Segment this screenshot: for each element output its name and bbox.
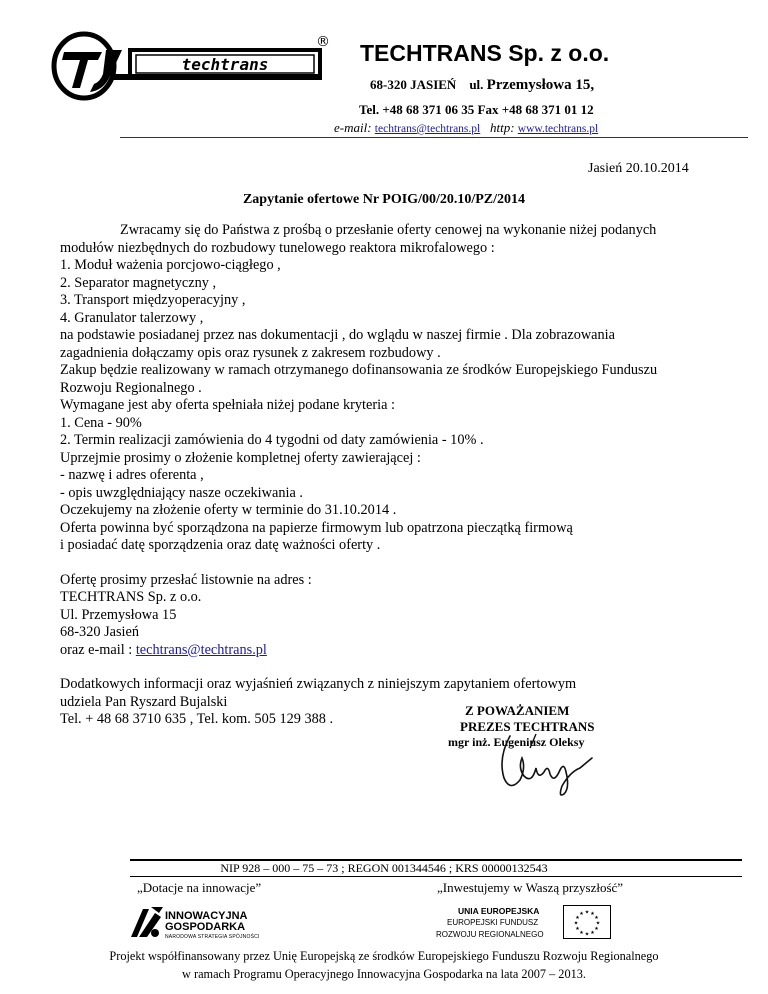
slogan-left: „Dotacje na innowacje”	[137, 880, 262, 895]
eu-star-icon: ★	[590, 910, 595, 917]
eu-logo-line-2: EUROPEJSKI FUNDUSZ	[447, 918, 539, 927]
eu-star-icon: ★	[595, 920, 601, 927]
info-line-1: Dodatkowych informacji oraz wyjaśnień związanych z niniejszym zapytaniem ofertowym	[60, 676, 577, 692]
eu-logo-line-1: UNIA EUROPEJSKA	[458, 906, 540, 916]
info-line-3: Tel. + 48 68 3710 635 , Tel. kom. 505 129 388 .	[60, 711, 334, 727]
list-item: 3. Transport międzyoperacyjny ,	[60, 292, 246, 308]
street-prefix: ul.	[469, 77, 484, 92]
ig-logo-line-2: GOSPODARKA	[165, 921, 246, 933]
website-link[interactable]: www.techtrans.pl	[517, 123, 599, 135]
address-line-3: 68-320 Jasień	[60, 624, 140, 640]
eu-star-icon: ★	[573, 920, 579, 927]
signature-closing: Z POWAŻANIEM	[465, 703, 570, 718]
funding-line-1: Zakup będzie realizowany w ramach otrzymanego dofinansowania ze środków Europejskiego Funduszu	[60, 362, 658, 378]
techtrans-logo	[50, 26, 340, 106]
innovative-economy-logo-icon	[125, 903, 165, 943]
request-item: - opis uwzględniający nasze oczekiwania .	[60, 484, 303, 501]
address-line-2: Ul. Przemysłowa 15	[60, 606, 177, 623]
ig-logo-line-3: NARODOWA STRATEGIA SPÓJNOŚCI	[165, 934, 260, 940]
header-email-link[interactable]: techtrans@techtrans.pl	[374, 123, 481, 135]
eu-star-icon: ★	[594, 915, 599, 921]
letter-date: Jasień 20.10.2014	[588, 161, 689, 176]
eu-star-icon: ★	[575, 926, 580, 932]
company-address	[370, 77, 594, 94]
header-divider	[120, 137, 748, 138]
info-line-2: udziela Pan Ryszard Bujalski	[60, 693, 228, 710]
list-item: 2. Separator magnetyczny ,	[60, 274, 217, 291]
address-line-1: TECHTRANS Sp. z o.o.	[60, 589, 202, 605]
email-line	[60, 642, 750, 660]
http-label: http:	[489, 120, 515, 135]
email-prefix: oraz e-mail :	[60, 641, 136, 658]
eu-star-icon: ★	[590, 930, 595, 937]
email-label: e-mail:	[334, 120, 372, 135]
company-name: TECHTRANS Sp. z o.o.	[360, 40, 610, 66]
list-item: 1. Moduł ważenia porcjowo-ciągłego ,	[60, 257, 281, 273]
format-line-2: i posiadać datę sporządzenia oraz datę ważności oferty .	[60, 537, 381, 553]
format-line-1: Oferta powinna być sporządzona na papierze firmowym lub opatrzona pieczątką firmową	[60, 519, 573, 536]
slogan-right: „Inwestujemy w Waszą przyszłość”	[437, 880, 624, 895]
intro-line-1: Zwracamy się do Państwa z prośbą o przesłanie oferty cenowej na wykonanie niżej podanych	[120, 222, 657, 238]
street: Przemysłowa 15,	[486, 77, 595, 93]
criteria-item: 1. Cena - 90%	[60, 414, 142, 431]
body-email-link[interactable]: techtrans@techtrans.pl	[135, 641, 267, 658]
send-intro: Ofertę prosimy przesłać listownie na adres :	[60, 571, 312, 588]
cofinancing-note-1: Projekt współfinansowany przez Unię Europejską ze środków Europejskiego Funduszu Rozwoju Regionalnego	[109, 949, 659, 963]
cofinancing-note-2: w ramach Programu Operacyjnego Innowacyjna Gospodarka na lata 2007 – 2013.	[182, 967, 586, 981]
request-item: - nazwę i adres oferenta ,	[60, 467, 204, 483]
ig-logo-line-1: INNOWACYJNA	[165, 910, 248, 922]
postal-city: 68-320 JASIEŃ	[370, 77, 457, 92]
phone-fax: Tel. +48 68 371 06 35 Fax +48 68 371 01 12	[359, 102, 594, 117]
eu-flag-icon	[563, 905, 611, 939]
deadline-line: Oczekujemy na złożenie oferty w terminie do 31.10.2014 .	[60, 502, 397, 518]
eu-star-icon: ★	[594, 926, 599, 932]
criteria-intro: Wymagane jest aby oferta spełniała niżej podane kryteria :	[60, 397, 395, 413]
logo-wordmark: techtrans	[181, 55, 269, 74]
eu-star-icon: ★	[584, 909, 590, 916]
criteria-item: 2. Termin realizacji zamówienia do 4 tygodni od daty zamówienia - 10% .	[60, 432, 484, 448]
company-registration-ids: NIP 928 – 000 – 75 – 73 ; REGON 001344546 ; KRS 00000132543	[220, 861, 548, 875]
eu-star-icon: ★	[579, 930, 584, 937]
intro-line-2: modułów niezbędnych do rozbudowy tunelowego reaktora mikrofalowego :	[60, 239, 495, 256]
registered-mark: ®	[316, 34, 330, 50]
request-intro: Uprzejmie prosimy o złożenie kompletnej oferty zawierającej :	[60, 449, 421, 466]
document-title: Zapytanie ofertowe Nr POIG/00/20.10/PZ/2014	[242, 192, 526, 207]
letter-body	[60, 222, 750, 729]
handwritten-signature	[480, 728, 600, 798]
signature-role: PREZES TECHTRANS	[460, 719, 595, 734]
footer-divider-bottom	[130, 876, 742, 877]
basis-line-1: na podstawie posiadanej przez nas dokumentacji , do wglądu w naszej firmie . Dla zobrazowania	[60, 327, 615, 343]
eu-star-icon: ★	[584, 931, 590, 938]
basis-line-2: zagadnienia dołączamy opis oraz rysunek z zakresem rozbudowy .	[60, 344, 441, 361]
eu-star-icon: ★	[579, 910, 584, 917]
funding-line-2: Rozwoju Regionalnego .	[60, 379, 202, 396]
eu-star-icon: ★	[575, 915, 580, 921]
eu-logo-line-3: ROZWOJU REGIONALNEGO	[436, 930, 544, 939]
contact-line	[334, 120, 598, 136]
list-item: 4. Granulator talerzowy ,	[60, 309, 204, 326]
signature-name: mgr inż. Eugeniusz Oleksy	[448, 735, 585, 749]
